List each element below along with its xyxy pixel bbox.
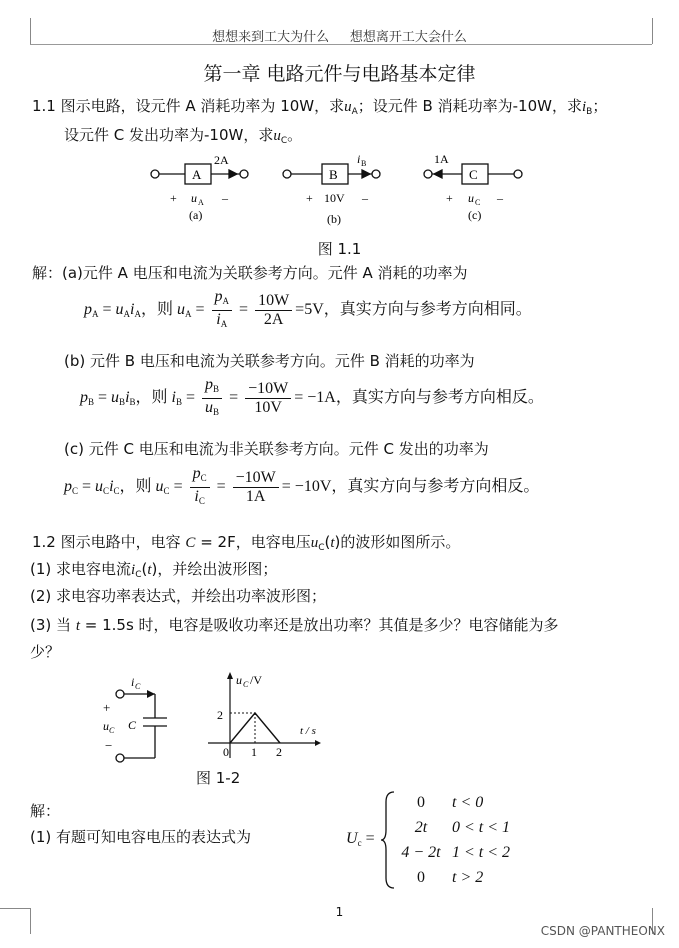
svg-text:/V: /V — [250, 673, 262, 687]
svg-text:u: u — [103, 719, 109, 733]
label-a: (a) — [189, 208, 203, 222]
solution-1-2-q1: (1) 有题可知电容电压的表达式为 — [30, 828, 252, 846]
svg-text:−: − — [105, 738, 113, 753]
y-tick-2: 2 — [217, 708, 223, 722]
current-c: 1A — [434, 152, 449, 166]
label-b: (b) — [327, 212, 341, 226]
svg-text:B: B — [361, 159, 367, 168]
problem-1-1-line1: 1.1 图示电路，设元件 A 消耗功率为 10W，求$u_A$；设元件 B 消耗功率为-10W，求$i_B$； — [32, 97, 608, 117]
equation-c: $p_C = u_Ci_C$，则 $u_C$ = $\frac{p_C}{i_C}$ = $\frac{-10W}{1A}$ = −10V，真实方向与参考方向相反。 — [64, 465, 540, 506]
equation-a: $p_A = u_Ai_A$，则 $u_A$ = $\frac{p_A}{i_A}$ = $\frac{10W}{2A}$ =5V，真实方向与参考方向相同。 — [84, 288, 532, 329]
brace — [380, 790, 396, 890]
solution-intro: 解：(a)元件 A 电压和电流为关联参考方向。元件 A 消耗的功率为 — [32, 264, 468, 282]
problem-1-2-q3: (3) 当 t = 1.5s 时，电容是吸收功率还是放出功率？其值是多少？电容储能为多 — [30, 616, 559, 634]
svg-text:u: u — [236, 673, 242, 687]
svg-text:C: C — [475, 198, 481, 207]
current-a: 2A — [214, 153, 229, 167]
voltage-waveform — [200, 668, 340, 768]
solution-1-2-label: 解： — [30, 802, 61, 820]
piecewise-cases — [396, 790, 510, 890]
svg-text:–: – — [497, 191, 503, 205]
svg-text:u: u — [191, 191, 197, 205]
problem-1-2-q3-cont: 少？ — [30, 643, 61, 661]
case-row: 0 t < 0 — [417, 794, 484, 811]
label-c: (c) — [468, 208, 482, 222]
equation-b: $p_B = u_Bi_B$，则 $i_B$ = $\frac{p_B}{u_B}$ = $\frac{-10W}{10V}$ = −1A，真实方向与参考方向相反。 — [80, 376, 544, 417]
watermark: CSDN @PANTHEONX — [540, 924, 665, 938]
case-row: 0 t > 2 — [417, 869, 484, 886]
case-row: 4 − 2t 1 < t < 2 — [401, 844, 511, 861]
problem-1-2-line1: 1.2 图示电路中，电容 C = 2F，电容电压$u_C(t)$的波形如图所示。 — [32, 533, 461, 553]
figure-1-1 — [140, 150, 540, 230]
voltage-b: 10V — [324, 191, 345, 205]
svg-text:C: C — [243, 680, 249, 689]
svg-text:i: i — [131, 675, 135, 689]
svg-text:C: C — [135, 682, 141, 691]
chapter-title: 第一章 电路元件与电路基本定律 — [203, 63, 476, 85]
svg-text:–: – — [222, 191, 228, 205]
x-tick-label: 0 — [223, 745, 229, 759]
svg-text:+: + — [170, 191, 177, 205]
box-b: B — [329, 167, 338, 182]
svg-text:i: i — [357, 152, 361, 166]
x-tick-label: 2 — [276, 745, 282, 759]
svg-text:u: u — [468, 191, 474, 205]
problem-1-2-q1: (1) 求电容电流$i_C(t)$，并绘出波形图； — [30, 560, 278, 580]
figure-1-1-caption: 图 1.1 — [317, 240, 362, 258]
svg-text:+: + — [446, 191, 453, 205]
solution-c-intro: (c) 元件 C 电压和电流为非关联参考方向。元件 C 发出的功率为 — [64, 440, 489, 458]
svg-text:t / s: t / s — [300, 725, 316, 737]
box-a: A — [192, 167, 202, 182]
solution-b-intro: (b) 元件 B 电压和电流为关联参考方向。元件 B 消耗的功率为 — [64, 352, 475, 370]
box-c: C — [469, 167, 478, 182]
svg-text:A: A — [198, 198, 204, 207]
svg-text:+: + — [103, 700, 111, 715]
svg-text:C: C — [109, 726, 115, 735]
problem-1-1-line2: 设元件 C 发出功率为-10W，求$u_C$。 — [64, 126, 303, 146]
figure-1-2-caption: 图 1-2 — [196, 769, 241, 787]
svg-text:+: + — [306, 191, 313, 205]
case-row: 2t 0 < t < 1 — [414, 819, 511, 836]
svg-text:C: C — [128, 718, 137, 732]
problem-1-2-q2: (2) 求电容功率表达式，并绘出功率波形图； — [30, 587, 327, 605]
x-tick-label: 1 — [251, 745, 257, 759]
capacitor-circuit — [95, 672, 205, 772]
page-number: 1 — [335, 905, 344, 919]
running-header: 想想来到工大为什么 想想离开工大会什么 — [212, 30, 467, 45]
svg-text:–: – — [362, 191, 368, 205]
uc-symbol: $U_c$ = — [346, 830, 375, 848]
